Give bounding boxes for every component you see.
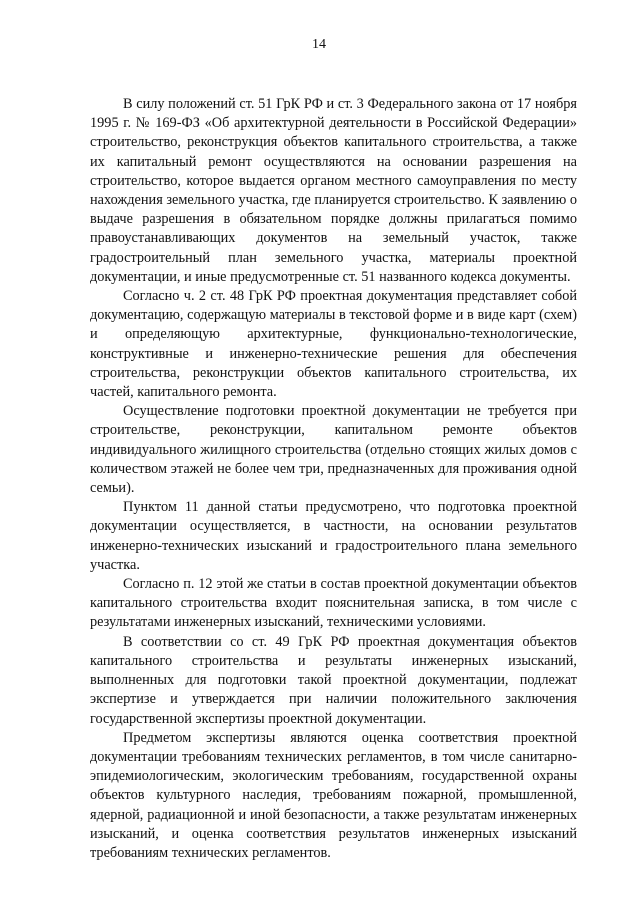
paragraph-expertise-subject: Предметом экспертизы являются оценка соответствия проектной документации требованиям технических регламентов, в том числе санитарно-эпидемиологическим, экологическим требованиям, государственной охраны объектов культурного наследия, требованиям пожарной, промышленной, ядерной, радиационной и иной безопасности, а также результатам инженерных изысканий, и оценка соответствия результатов инженерных изысканий требованиям технических регламентов. [90, 729, 577, 861]
paragraph-article-49: В соответствии со ст. 49 ГрК РФ проектная документация объектов капитального строительства и результаты инженерных изысканий, выполненных для подготовки такой проектной документации, подлежат экспертизе и утверждается при наличии положительного заключения государственной экспертизы проектной документации. [90, 633, 577, 727]
paragraph-point-11: Пунктом 11 данной статьи предусмотрено, что подготовка проектной документации осуществляется, в частности, на основании результатов инженерно-технических изысканий и градостроительного плана земельного участка. [90, 499, 577, 573]
paragraph-permit: В силу положений ст. 51 ГрК РФ и ст. 3 Федерального закона от 17 ноября 1995 г. № 169-ФЗ «Об архитектурной деятельности в Российской Федерации» строительство, реконструкция объектов капитального строительства, а также их капитальный ремонт осуществляются на основании разрешения на строительство, которое выдается органом местного самоуправления по месту нахождения земельного участка, где планируется строительство. К заявлению о выдаче разрешения в обязательном порядке должны прилагаться помимо правоустанавливающих документов на земельный участок, также градостроительный план земельного участка, материалы проектной документации, и иные предусмотренные ст. 51 названного кодекса документы. [90, 96, 577, 285]
page-number: 14 [312, 37, 326, 52]
paragraph-point-12: Согласно п. 12 этой же статьи в состав проектной документации объектов капитального строительства входит пояснительная записка, в том числе с результатами инженерных изысканий, техническими условиями. [90, 576, 577, 631]
paragraph-project-documentation: Согласно ч. 2 ст. 48 ГрК РФ проектная документация представляет собой документацию, содержащую материалы в текстовой форме и в виде карт (схем) и определяющую архитектурные, функционально-технологические, конструктивные и инженерно-технические решения для обеспечения строительства, реконструкции объектов капитального строительства, их частей, капитального ремонта. [90, 288, 577, 401]
paragraph-exemption: Осуществление подготовки проектной документации не требуется при строительстве, реконструкции, капитальном ремонте объектов индивидуального жилищного строительства (отдельно стоящих жилых домов с количеством этажей не более чем три, предназначенных для проживания одной семьи). [90, 403, 577, 497]
document-body [90, 95, 577, 863]
